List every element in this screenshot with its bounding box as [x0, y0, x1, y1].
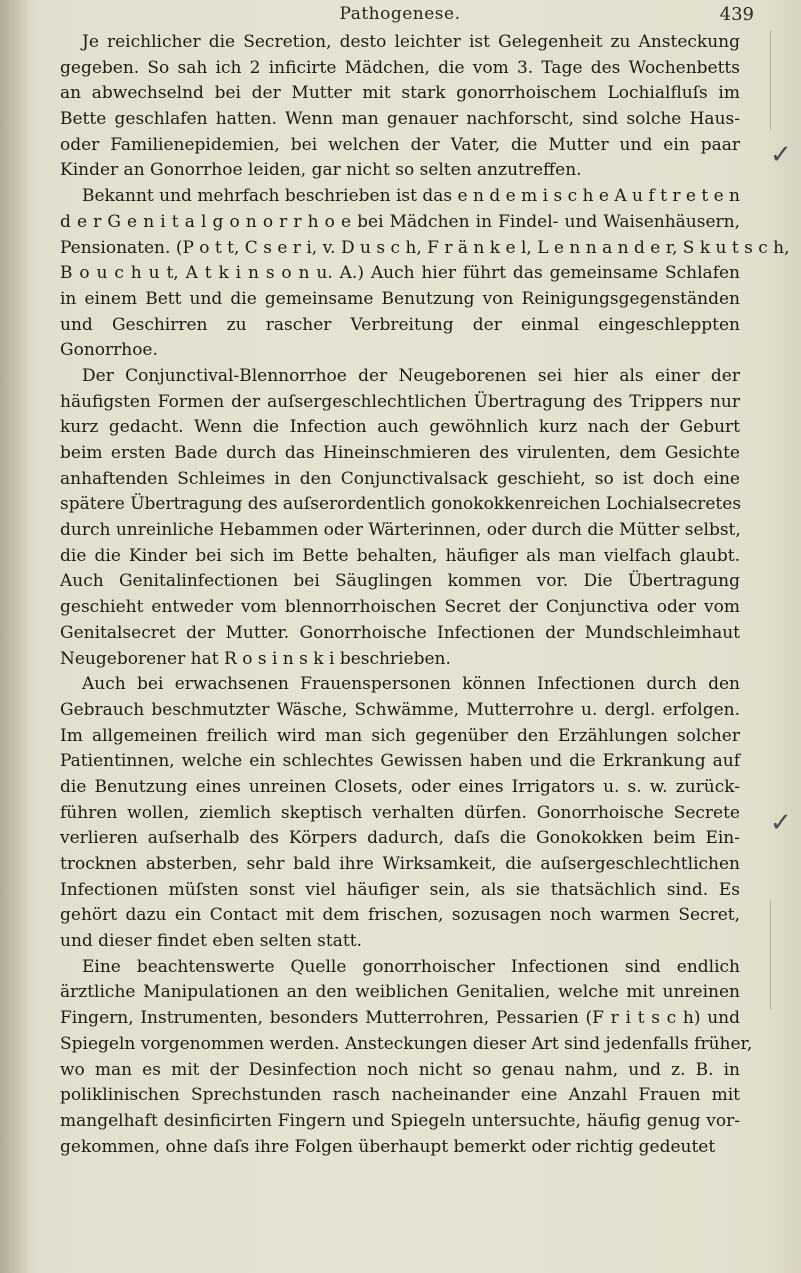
- body-text: [60, 30, 790, 1160]
- text-line: die Benutzung eines unreinen Closets, oder eines Irrigators u. s. w. zurück-: [60, 776, 740, 797]
- paragraph: [60, 672, 740, 955]
- text-line: Im allgemeinen freilich wird man sich gegenüber den Erzählungen solcher: [60, 725, 740, 746]
- text-line: und dieser findet eben selten statt.: [60, 931, 362, 952]
- text-line: durch unreinliche Hebammen oder Wärterinnen, oder durch die Mütter selbst,: [60, 520, 741, 541]
- page-edge-line: [770, 900, 771, 1010]
- text-line: Der Conjunctival-Blennorrhoe der Neugeborenen sei hier als einer der: [82, 365, 740, 386]
- checkmark-annotation-icon: ✓: [770, 808, 792, 838]
- text-line: trocknen absterben, sehr bald ihre Wirksamkeit, die auſsergeschlechtlichen: [60, 854, 740, 874]
- text-line: geschieht entweder vom blennorrhoischen Secret der Conjunctiva oder vom: [60, 597, 740, 618]
- text-line: mangelhaft desinficirten Fingern und Spiegeln untersuchte, häufig genug vor-: [60, 1110, 740, 1131]
- running-title: Pathogenese.: [339, 4, 461, 24]
- text-line: anhaftenden Schleimes in den Conjunctivalsack geschieht, so ist doch eine: [60, 468, 740, 489]
- text-line: Pensionaten. (P o t t, C s e r i, v. D u s c h, F r ä n k e l, L e n n a n d e r, S k u t s c h,: [60, 237, 790, 258]
- text-line: Bette geschlafen hatten. Wenn man genauer nachforscht, sind solche Haus-: [60, 109, 740, 130]
- text-line: Spiegeln vorgenommen werden. Ansteckungen dieser Art sind jedenfalls früher,: [60, 1033, 753, 1054]
- text-line: poliklinischen Sprechstunden rasch nacheinander eine Anzahl Frauen mit: [60, 1085, 740, 1106]
- text-line: d e r G e n i t a l g o n o r r h o e bei Mädchen in Findel- und Waisenhäusern,: [60, 211, 740, 232]
- text-line: Gebrauch beschmutzter Wäsche, Schwämme, Mutterrohre u. dergl. erfolgen.: [60, 699, 740, 720]
- text-line: Eine beachtenswerte Quelle gonorrhoischer Infectionen sind endlich: [82, 956, 740, 977]
- text-line: Fingern, Instrumenten, besonders Mutterrohren, Pessarien (F r i t s c h) und: [60, 1008, 740, 1029]
- text-line: Auch bei erwachsenen Frauenspersonen können Infectionen durch den: [82, 674, 740, 695]
- text-line: häufigsten Formen der auſsergeschlechtlichen Übertragung des Trippers nur: [60, 391, 740, 412]
- text-line: Je reichlicher die Secretion, desto leichter ist Gelegenheit zu Ansteckung: [82, 32, 740, 52]
- text-line: Gonorrhoe.: [60, 340, 158, 361]
- text-line: gegeben. So sah ich 2 inficirte Mädchen, die vom 3. Tage des Wochenbetts: [60, 57, 740, 78]
- text-line: und Geschirren zu rascher Verbreitung der einmal eingeschleppten: [60, 314, 740, 335]
- text-line: Patientinnen, welche ein schlechtes Gewissen haben und die Erkrankung auf: [60, 751, 740, 772]
- text-line: Genitalsecret der Mutter. Gonorrhoische Infectionen der Mundschleimhaut: [60, 622, 740, 643]
- text-line: verlieren auſserhalb des Körpers dadurch, daſs die Gonokokken beim Ein-: [60, 828, 740, 849]
- paragraph: [60, 955, 753, 1161]
- text-line: gekommen, ohne daſs ihre Folgen überhaupt bemerkt oder richtig gedeutet: [60, 1136, 716, 1157]
- checkmark-annotation-icon: ✓: [770, 140, 792, 170]
- text-line: führen wollen, ziemlich skeptisch verhalten dürfen. Gonorrhoische Secrete: [60, 802, 740, 823]
- text-line: beim ersten Bade durch das Hineinschmieren des virulenten, dem Gesichte: [60, 443, 740, 463]
- text-line: Bekannt und mehrfach beschrieben ist das e n d e m i s c h e A u f t r e t e n: [82, 186, 740, 207]
- text-line: B o u c h u t, A t k i n s o n u. A.) Auch hier führt das gemeinsame Schlafen: [60, 263, 740, 284]
- text-line: in einem Bett und die gemeinsame Benutzung von Reinigungsgegenständen: [60, 288, 740, 309]
- text-line: gehört dazu ein Contact mit dem frischen, sozusagen noch warmen Secret,: [60, 905, 740, 926]
- paragraph: [60, 364, 740, 672]
- text-line: oder Familienepidemien, bei welchen der Vater, die Mutter und ein paar: [60, 134, 740, 155]
- text-line: Neugeborener hat R o s i n s k i beschrieben.: [60, 648, 451, 669]
- text-line: die die Kinder bei sich im Bette behalten, häufiger als man vielfach glaubt.: [60, 545, 740, 566]
- paragraph: [60, 184, 790, 364]
- page-header: [60, 4, 754, 30]
- text-line: kurz gedacht. Wenn die Infection auch gewöhnlich kurz nach der Geburt: [60, 417, 740, 438]
- text-line: spätere Übertragung des auſserordentlich gonokokkenreichen Lochialsecretes: [60, 494, 742, 515]
- text-line: Kinder an Gonorrhoe leiden, gar nicht so selten anzutreffen.: [60, 160, 582, 181]
- text-line: wo man es mit der Desinfection noch nicht so genau nahm, und z. B. in: [60, 1059, 740, 1080]
- page-edge-line: [770, 30, 771, 130]
- text-line: ärztliche Manipulationen an den weiblichen Genitalien, welche mit unreinen: [60, 982, 740, 1003]
- text-line: an abwechselnd bei der Mutter mit stark gonorrhoischem Lochialfluſs im: [60, 83, 740, 104]
- paragraph: [60, 30, 740, 184]
- text-line: Infectionen müſsten sonst viel häufiger sein, als sie thatsächlich sind. Es: [60, 879, 740, 900]
- gutter-shadow: [0, 0, 30, 1273]
- text-line: Auch Genitalinfectionen bei Säuglingen kommen vor. Die Übertragung: [60, 571, 740, 592]
- page-number: 439: [719, 4, 754, 25]
